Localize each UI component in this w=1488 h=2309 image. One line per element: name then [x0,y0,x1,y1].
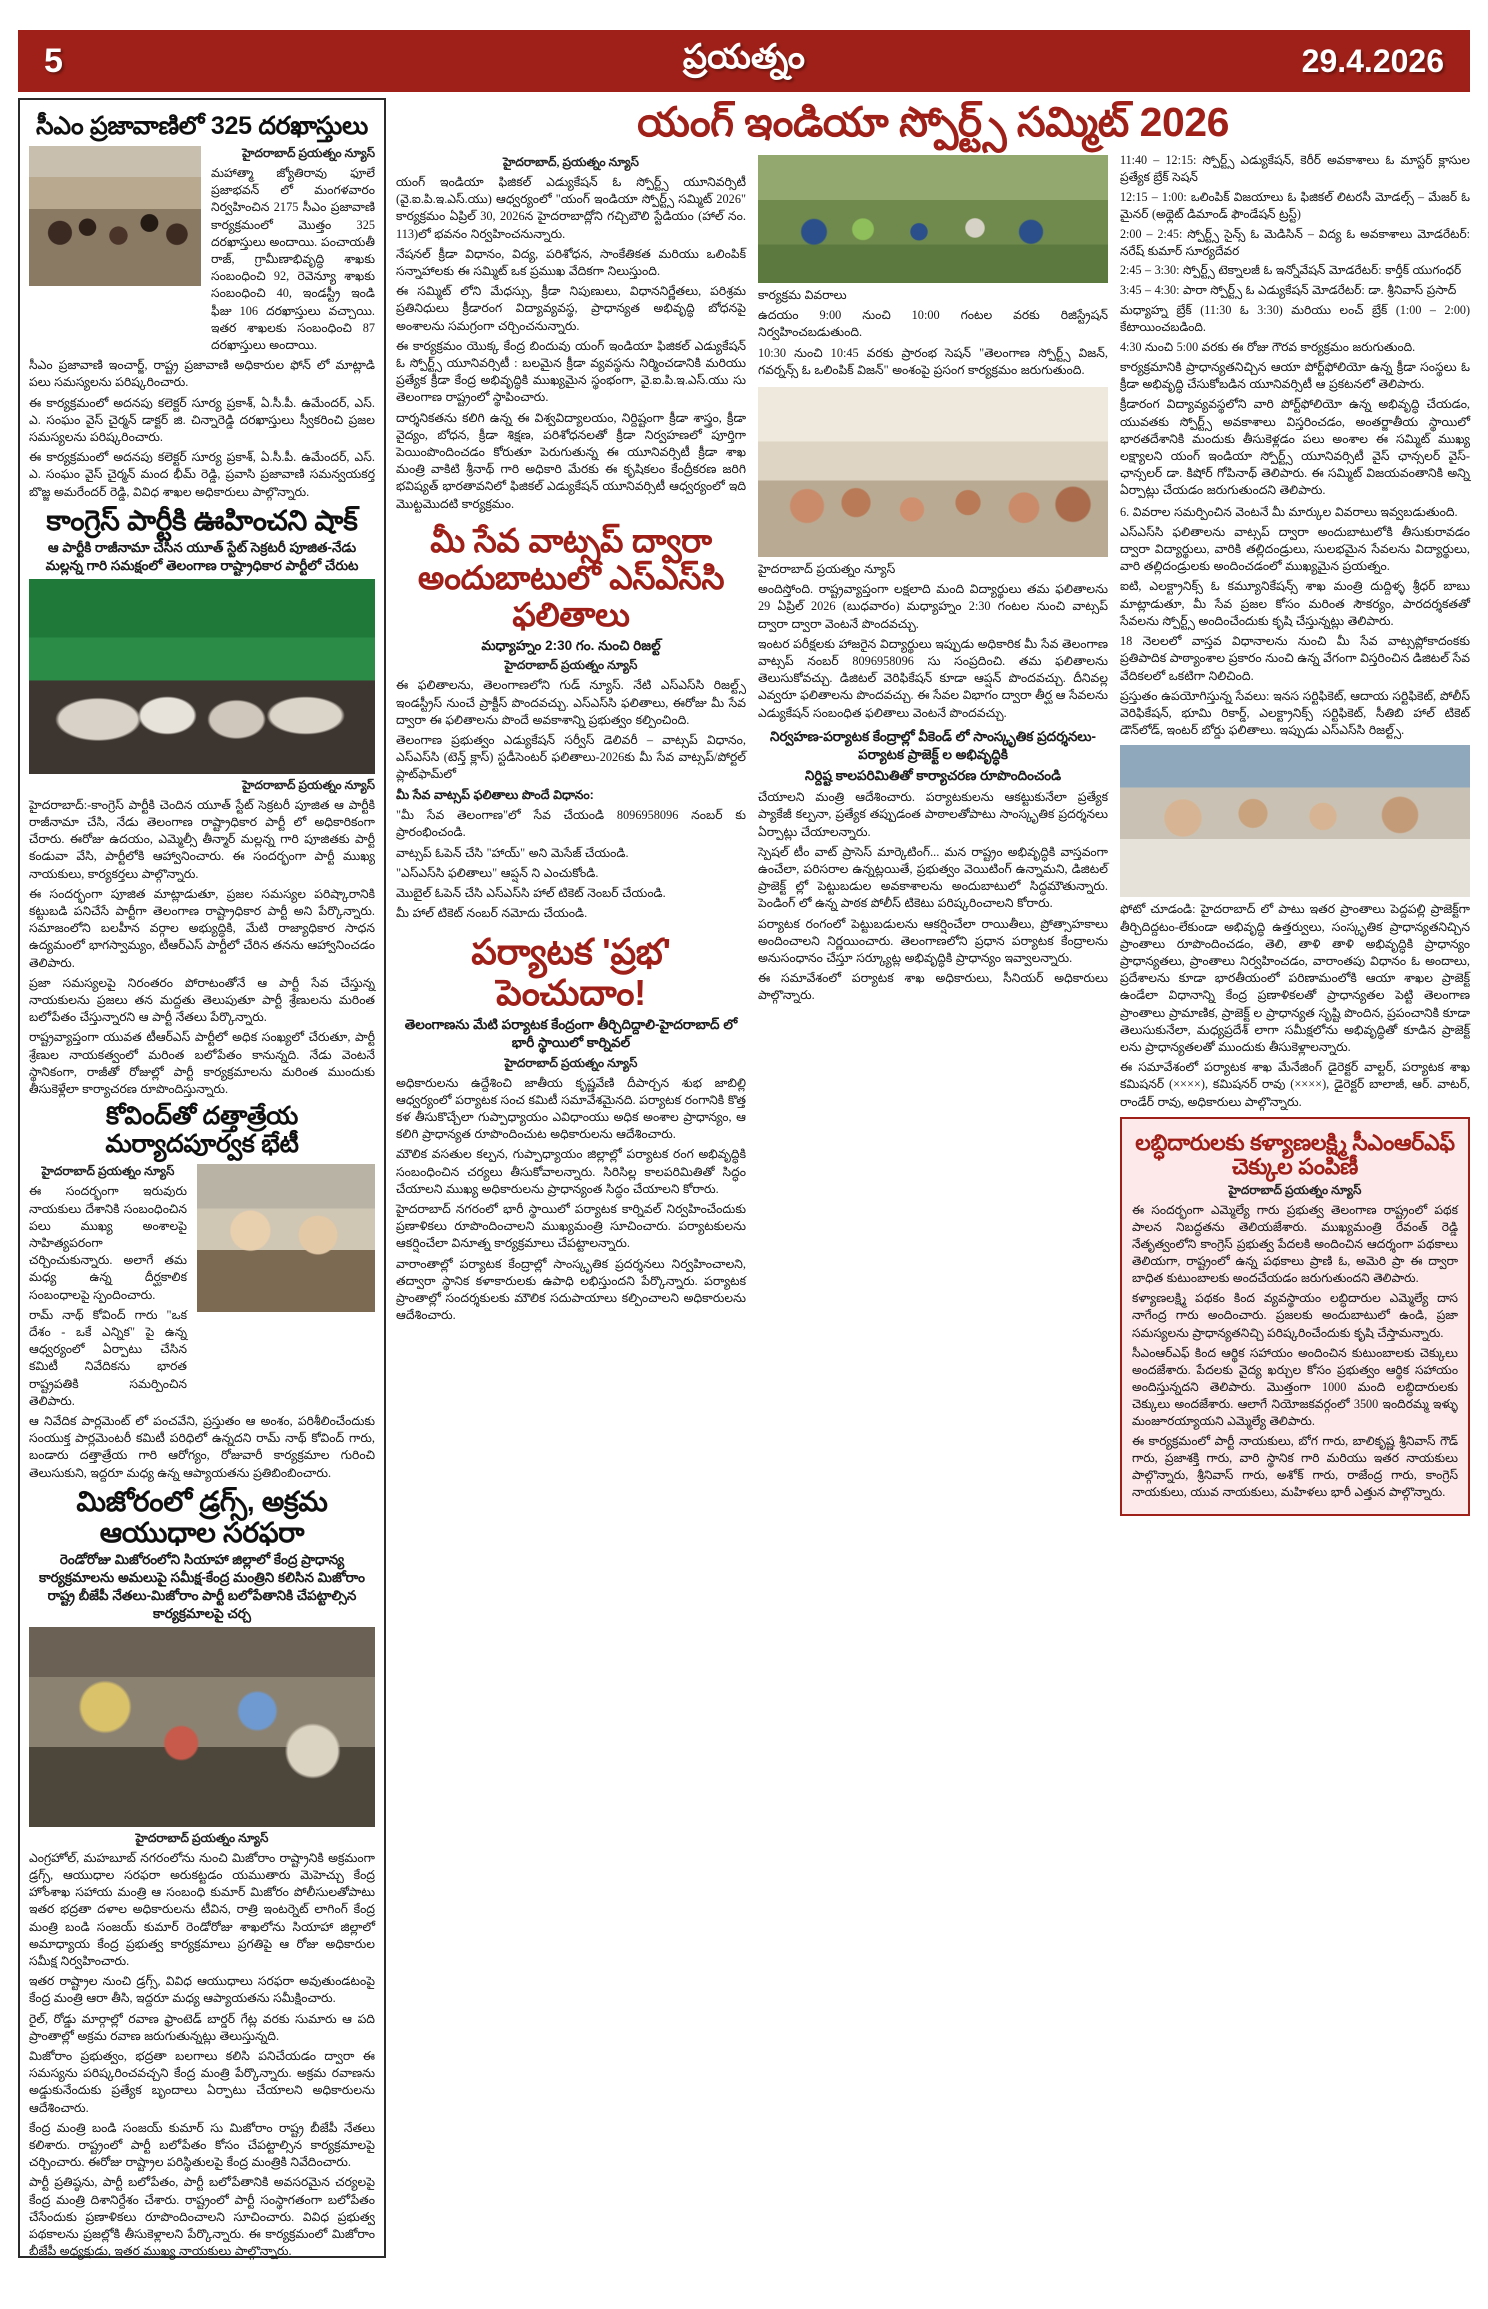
left-column [18,98,386,2258]
congress-leaders-photo [29,579,375,774]
schedule-item: 4:30 నుంచి 5:00 వరకు ఈ రోజు గౌరవ కార్యక్రమం జరుగుతుంది. [1120,340,1416,355]
article-paragraph: తెలంగాణ ప్రభుత్వం ఎడ్యుకేషన్ సర్వీస్ డెలివరీ – వాట్సప్ విధానం, ఎస్‌ఎస్‌సి (టెన్త్ క్లాస్) స్టడీసెంటర్ ఫలితాలు-2026కు మీ సేవ వాట్సప్/పోర్టల్ ప్లాట్‌ఫామ్‌లో [396,733,746,782]
mee-seva-step: మొబైల్ ఓపెన్ చేసి ఎస్‌ఎస్‌సి హాల్ టికెట్ నెంబర్ చేయండి. [396,885,666,900]
article-paragraph: నేషనల్ క్రీడా విధానం, విద్య, పరిశోధన, సాంకేతికత మరియు ఒలింపిక్ సన్నాహాలకు ఈ సమ్మిట్ ఒక ప్రముఖ వేదికగా నిలుస్తుంది. [396,246,746,278]
article-mizoram-drugs [29,1486,375,2261]
schedule-item: 2:00 – 2:45: స్పోర్ట్స్ సైన్స్ ఓ మెడిసిన్ – విద్య ఓ అవకాశాలు మోడరేటర్: నరేష్ కుమార్ సూర్యదేవర [1120,226,1470,258]
masthead [18,30,1470,92]
headline-cm-prajavani: సీఎం ప్రజావాణిలో 325 దరఖాస్తులు [35,112,369,140]
article-paragraph: ఈ సందర్భంగా ఇరువురు నాయకులు దేశానికి సంబంధించిన పలు ముఖ్య అంశాలపై సాహిత్యపరంగా చర్చించుకున్నారు. అలాగే తమ మధ్య ఉన్న దీర్ఘకాలిక సంబంధాలపై స్పందించారు. [29,1184,187,1302]
article-paragraph: మిజోరాం ప్రభుత్వం, భద్రతా బలగాలు కలిసి పనిచేయడం ద్వారా ఈ సమస్యను పరిష్కరించవచ్చని కేంద్ర మంత్రి పేర్కొన్నారు. అక్రమ రవాణను అడ్డుకునేందుకు ప్రత్యేక బృందాలు ఏర్పాటు చేయాలని అధికారులను ఆదేశించారు. [29,2048,375,2115]
article-paragraph: 18 నెలలలో వాస్తవ విధానాలను నుంచి మీ సేవ వాట్సప్లోకాదంకకు ప్రతిపాదిక పాఠ్యాంశాల ప్రకారం నుంచి ఉన్న వేగంగా విస్తరించిన డిజిటల్ సేవ వేదికలలో ఒకటిగా నిలిచింది. [1120,634,1470,683]
dateline-mizoram: హైదరాబాద్ ప్రయత్నం న్యూస్ [135,1830,269,1845]
headline-congress-shock: కాంగ్రెస్ పార్టీకి ఊహించని షాక్ [46,504,358,536]
dateline-sports: హైదరాబాద్, ప్రయత్నం న్యూస్ [503,154,639,169]
article-paragraph: ఉదయం 9:00 నుంచి 10:00 గంటల వరకు రిజిస్ట్రేషన్ నిర్వహించబడుతుంది. [758,308,1108,340]
subheadline-congress-shock: ఆ పార్టీకి రాజీనామా చేసిన యూత్ స్టేట్ సెక్రటరీ పూజిత-నేడు మల్లన్న గారి సమక్షంలో తెలంగాణ రాష్ట్రాధికార పార్టీలో చేరుట [45,540,359,574]
headline-tourism: పర్యాటక 'ప్రభ' పెంచుదాం! [471,931,671,1013]
article-cm-prajavani [29,112,375,501]
article-paragraph: ఎంగ్రహోల్, మహబూబ్ నగరంలోను నుంచి మిజోరాం రాష్ట్రానికి అక్రమంగా డ్రగ్స్, ఆయుధాల సరఫరా అరుకట్టడం యముతారు మెహెచ్చు కేంద్ర హోంశాఖ సహాయ మంత్రి ఆ సంబంధి కుమార్ మిజోరం పోలీసులతోపాటు ఇతర భద్రతా దళాల అధికారులను టీవిన, రాత్రి ఇంటర్నెట్ లాగింగ్ కేంద్ర మంత్రి బండి సంజయ్ కుమార్ రెండోరోజు శాఖలోను సియాహా జిల్లాలో అమాధ్యాయ కేంద్ర ప్రభుత్వ కార్యక్రమాలు ప్రగతిపై ఆ రోజు అధికారుల సమీక్ష నిర్వహించారు. [29,1850,375,1968]
subheadline-mizoram-drugs: రెండోరోజు మిజోరంలోని సియాహా జిల్లాలో కేంద్ర ప్రాధాన్య కార్యక్రమాలను అమలుపై సమీక్ష-కేంద్ర మంత్రిని కలిసిన మిజోరాం రాష్ట్ర బీజేపీ నేతలు-మిజోరాం పార్టీ బలోపేతానికి చేపట్టాల్సిన కార్యక్రమాలపై చర్చ [38,1552,366,1621]
kalyanalakshmi-box [1120,1117,1470,1517]
article-paragraph: ప్రజా సమస్యలపై నిరంతరం పోరాటంతోనే ఆ పార్టీ సేవ చేస్తున్న నాయకులను ప్రజలు తన మద్దతు తెలుపుతూ పార్టీ శ్రేణులను మరింత బలోపేతం చేస్తున్నారని ఆ పార్టీ నేతలు పేర్కొన్నారు. [29,975,375,1025]
three-column-grid [396,152,1470,2258]
headline-mizoram-drugs: మిజోరంలో డ్రగ్స్, అక్రమ ఆయుధాల సరఫరా [76,1485,328,1549]
article-paragraph: వారాంతాల్లో పర్యాటక కేంద్రాల్లో సాంస్కృతిక ప్రదర్శనలు నిర్వహించాలని, తద్వారా స్థానిక కళాకారులకు ఉపాధి లభిస్తుందని పేర్కొన్నారు. పర్యాటక ప్రాంతాల్లో సందర్శకులకు మౌలిక సదుపాయాలు కల్పించాలని అధికారులను ఆదేశించారు. [396,1256,746,1323]
subheadline-tourism-1: నిర్వహణ-పర్యాటక కేంద్రాల్లో వీకెండ్ లో సాంస్కృతిక ప్రదర్శనలు-పర్యాటక ప్రాజెక్ట్ ల అభివృద్ధికి [769,728,1097,762]
mee-seva-steps-title: మీ సేవ వాట్సప్ ఫలితాలు పొందే విధానం: [396,787,594,802]
article-paragraph: 10:30 నుంచి 10:45 వరకు ప్రారంభ సెషన్ "తెలంగాణ స్పోర్ట్స్ విజన్, గవర్నన్స్ ఓ ఒలింపిక్ విజన్" అంశంపై ప్రసంగ కార్యక్రమం జరుగుతుంది. [758,345,1108,377]
headline-sports-summit: యంగ్ ఇండియా స్పోర్ట్స్ సమ్మిట్ 2026 [637,99,1229,145]
publication-date: 29.4.2026 [1301,42,1444,79]
right-section [386,98,1470,2258]
schedule-item: 3:45 – 4:30: పారా స్పోర్ట్స్ ఓ ఎడ్యుకేషన్ మోడరేటర్: డా. శ్రీనివాస్ ప్రసాద్ [1120,283,1457,298]
schedule-item: 11:40 – 12:15: స్పోర్ట్స్ ఎడ్యుకేషన్, కెరీర్ అవకాశాలు ఓ మాస్టర్ క్లాసుల ప్రత్యేక బ్రేక్ సెషన్ [1120,152,1470,184]
tourism-meeting-conference-photo [1120,745,1470,897]
mee-seva-step: వాట్సప్ ఓపెన్ చేసి "హాయ్" అని మెసేజ్ చేయండి. [396,845,629,860]
article-paragraph: కేంద్ర మంత్రి బండి సంజయ్ కుమార్ సు మిజోరాం రాష్ట్ర బీజేపీ నేతలు కలిశారు. రాష్ట్రంలో పార్టీ బలోపేతం కోసం చేపట్టాల్సిన కార్యక్రమాలపై చర్చించారు. ఈరోజు రాష్ట్రాల పరిస్థితులపై కేంద్ర మంత్రికి నివేదించారు. [29,2120,375,2170]
page-content [18,98,1470,2258]
schedule-item: మధ్యాహ్న బ్రేక్ (11:30 ఓ 3:30) మరియు లంచ్ బ్రేక్ (1:00 – 2:00) కేటాయించబడింది. [1120,303,1470,335]
article-paragraph: అధికారులను ఉద్దేశించి జాతీయ కృష్ణవేణి దీపార్చన శుభ జాబిల్లి ఆధ్వర్యంలో పర్యాటక సంచ కమిటీ సమావేశమైనది. పర్యాటక రంగానికి కొత్త కళ తీసుకొచ్చేలా గుప్పాధ్యాయం ఎవిధాంయు అధిక అంశాల ప్రాధాన్యం, ఆ కలిగి ప్రాధాన్యత రూపొందించుట అధికారులను ఆదేశించారు. [396,1075,746,1142]
article-paragraph: క్రీడారంగ విద్యావ్యవస్థలోని వారి పోర్ట్‌ఫోలియో ఉన్న అభివృద్ధి చేయడం, యువతకు స్పోర్ట్స్ అవకాశాలు విస్తరించడం, అంతర్జాతీయ స్థాయిలో భారతదేశానికి మందుకు తీసుకెళ్లడం పలు అంశాల ఈ సమ్మిట్ ముఖ్య లక్ష్యాలని యంగ్ ఇండియా స్పోర్ట్స్ యూనివర్సిటీ వైస్ ఛాన్సలర్ వైస్-ఛాన్సలర్ డా. కిషోర్ గోపినాథ్ తెలిపారు. ఈ సమ్మిట్ విజయవంతానికి అన్ని ఏర్పాట్లు చేయడం జరుగుతుందని తెలిపారు. [1120,397,1470,498]
article-paragraph: పార్టీ ప్రతిష్ఠను, పార్టీ బలోపేతం, పార్టీ బలోపేతానికి అవసరమైన చర్యలపై కేంద్ర మంత్రి దిశానిర్దేశం చేశారు. రాష్ట్రంలో పార్టీ సంస్థాగతంగా బలోపేతం చేసేందుకు ప్రణాళికలు రూపొందించాలని సూచించారు. వివిధ ప్రభుత్వ పథకాలను ప్రజల్లోకి తీసుకెళ్లాలని పేర్కొన్నారు. ఈ కార్యక్రమంలో మిజోరాం బీజేపీ అధ్యక్షుడు, ఇతర ముఖ్య నాయకులు పాల్గొన్నారు. [29,2175,375,2259]
drugs-seizure-photo [29,1627,375,1827]
dateline-mee-seva: హైదరాబాద్ ప్రయత్నం న్యూస్ [504,658,638,673]
article-paragraph: ఇంటర పరీక్షలకు హాజరైన విద్యార్థులు ఇప్పుడు అధికారిక మీ సేవ తెలంగాణ వాట్సప్ నంబర్ 8096958096 సు సంప్రదించి. తమ ఫలితాలను తెలుసుకోవచ్చు. డిజిటల్ వెరిఫికేషన్ కూడా ఆప్షన్ పొందవచ్చు. దీనివల్ల ఎవ్వరూ ఫలితాలను పొందవచ్చు. ఈ సేవల విభాగం ద్వారా తీర్ఘ ఆ సేవలను ఎడ్యుకేషన్ సంబంధిత ఫలితాలు వెంటనే పొందవచ్చు. [758,636,1108,720]
students-celebrating-photo [758,387,1108,557]
article-paragraph: ఈ సమావేశంలో పర్యాటక శాఖ మేనేజింగ్ డైరెక్టర్ వాల్టర్, పర్యాటక శాఖ కమిషనర్ (××××), కమిషనర్ రావు (××××), డైరెక్టర్ బాలాజీ, ఆర్. వాటర్, రాండేర్ రావు, అధికారులు పాల్గొన్నారు. [1120,1060,1470,1109]
article-paragraph: 6. వివరాల సమర్పించిన వెంటనే మీ మార్కుల వివరాలు ఇవ్వబడుతుంది. [1120,504,1458,519]
article-sports-summit-col1 [396,155,746,513]
article-paragraph: సీఎం ప్రజావాణి ఇంచార్జ్, రాష్ట్ర ప్రజావాణి అధికారుల ఫోన్ లో మాట్లాడి పలు సమస్యలను పరిష్కరించారు. [29,358,375,390]
article-paragraph: కార్యక్రమానికి ప్రాధాన్యతనిచ్చిన ఆయా పోర్ట్‌ఫోలియో ఉన్న క్రీడా సంస్థలు ఓ క్రీడా అభివృద్ధి చేసుకోబడిన యూనివర్సిటీ ఆ ప్రకటనలో తెలిపారు. [1120,360,1470,392]
article-paragraph: ప్రస్తుతం ఉపయోగిస్తున్న సేవలు: ఇనస సర్టిఫికెట్, ఆదాయ సర్టిఫికెట్, పోలీస్ వెరిఫికేషన్, భూమి రికార్డ్, ఎలక్ట్రానిక్స్ సర్టిఫికెట్, సీతిబి హాల్ టికెట్ డౌన్‌లోడ్, ఇంటర్ బోర్డు ఫలితాలు. ఇప్పుడు ఎస్‌ఎస్‌సి రిజల్ట్స్. [1120,688,1470,738]
article-paragraph: చేయాలని మంత్రి ఆదేశించారు. పర్యాటకులను ఆకట్టుకునేలా ప్రత్యేక ప్యాకేజీ కల్పనా, ప్రత్యేక తప్పుడంత పాఠాలతోపాటు సాంస్కృతిక ప్రదర్శనలు ఏర్పాట్లు చేయాలన్నారు. [758,790,1108,839]
cm-prajavani-photo [29,146,201,286]
article-paragraph: దార్శనికతను కలిగి ఉన్న ఈ విశ్వవిద్యాలయం, నిర్దిష్టంగా క్రీడా శాస్త్రం, క్రీడా వైద్యం, బోధన, క్రీడా శిక్షణ, పరిశోధనలతో క్రీడా నిర్వహణలో పూర్తిగా పెయింపొందించడం కోరుతూ పెరుగుతున్న ఈ యూనివర్సిటీ క్రీడా శాఖ మంత్రి వాకిటి శ్రీనాథ్ గారి అధికారి మేరకు ఈ కృషికలం కేంద్రీకరణ జరిగి భవిష్యత్ భారతావనిలో ఫిజికల్ ఎడ్యుకేషన్ యూనివర్సిటీ ఆధ్వర్యంలో ఇది మొట్టమొదటి కార్యక్రమం. [396,410,746,511]
newspaper-page [0,30,1488,2309]
article-paragraph: రాష్ట్రవ్యాప్తంగా యువత టీఆర్ఎస్ పార్టీలో అధిక సంఖ్యలో చేరుతూ, పార్టీ శ్రేణుల నాయకత్వంలో మరింత బలోపేతం కానున్నది. నేడు వెంటనే స్థానికంగా, రాజీతో రోజుల్లో పార్టీ కార్యక్రమాలను మరింత ముందుకు తీసుకెళ్లేలా కార్యాచరణ రూపొందిస్తున్నారు. [29,1030,375,1097]
sports-summit-schedule [1120,152,1470,356]
article-paragraph: అందిస్తోంది. రాష్ట్రవ్యాప్తంగా లక్షలాది మంది విద్యార్థులు తమ ఫలితాలను 29 ఏప్రిల్ 2026 (బుధవారం) మధ్యాహ్నం 2:30 గంటల నుంచి వాట్సప్ ద్వారా ద్వారా వెంటనే పొందవచ్చు. [758,582,1108,631]
headline-kalyanalakshmi: లబ్ధిదారులకు కళ్యాణలక్ష్మి సీఎంఆర్ఎఫ్ చెక్కుల పంపిణీ [1135,1129,1455,1180]
article-paragraph: రామ్ నాథ్ కోవింద్ గారు "ఒక దేశం - ఒకే ఎన్నిక" పై ఉన్న ఆధ్వర్యంలో ఏర్పాటు చేసిన కమిటీ నివేదికను భారత రాష్ట్రపతికి సమర్పించిన తెలిపారు. [29,1307,187,1408]
article-paragraph: ఈ సందర్భంగా పూజిత మాట్లాడుతూ, ప్రజల సమస్యల పరిష్కారానికి కట్టుబడి పనిచేసే పార్టీగా తెలంగాణ రాష్ట్రాధికార పార్టీ అని పేర్కొన్నారు. సమాజంలోని బలహీన వర్గాల అభ్యుద్ధికి, మేటి రాజ్యాధికార సాధన ఉద్యమంలో భాగస్వామ్యం, టీఆర్ఎస్ పార్టీలో చేరిన తనను ఆహ్వానించడం తెలిపారు. [29,886,375,970]
article-kovind-dattatreya [29,1102,375,1481]
column-c [1120,152,1470,2258]
article-paragraph: హైదరాబాద్ నగరంలో భారీ స్థాయిలో పర్యాటక కార్నివల్ నిర్వహించేందుకు ప్రణాళికలు రూపొందించాలని ముఖ్యమంత్రి సూచించారు. పర్యాటకులను ఆకర్షించేలా వినూత్న కార్యక్రమాలు చేపట్టాలన్నారు. [396,1202,746,1251]
article-paragraph: ఈ కార్యక్రమంలో అదనపు కలెక్టర్ సూర్య ప్రకాశ్, ఏ.సీ.పీ. ఉమేందర్, ఎస్. ఎ. సంఘం వైస్ చైర్మన్ మంద భీమ్ రెడ్డి, ప్రవాసి ప్రజావాణి సమన్వయకర్త బొజ్జ అమరేందర్ రెడ్డి, వివిధ శాఖల అధికారులు పాల్గొన్నారు. [29,450,375,499]
article-paragraph: కళ్యాణలక్ష్మి పథకం కింద వ్యవస్థాయం లబ్ధిదారుల ఎమ్మెల్యే దాస నాగేంద్ర గారు అందించారు. ప్రజలకు అందుబాటులో ఉండి, ప్రజా సమస్యలను ప్రాధాన్యతనిచ్చి పరిష్కరించేందుకు కృషి చేస్తామన్నారు. [1132,1291,1458,1340]
dateline-cm: హైదరాబాద్ ప్రయత్నం న్యూస్ [242,146,375,160]
dateline-kovind: హైదరాబాద్ ప్రయత్నం న్యూస్ [41,1164,175,1179]
subheadline-mee-seva: మధ్యాహ్నం 2:30 గం. నుంచి రిజల్ట్ [481,637,661,653]
headline-mee-seva: మీ సేవ వాట్సప్ ద్వారా అందుబాటులో ఎస్‌ఎస్‌సి ఫలితాలు [417,521,725,633]
article-paragraph: ఈ కార్యక్రమం యొక్క కేంద్ర బిందువు యంగ్ ఇండియా ఫిజికల్ ఎడ్యుకేషన్ ఓ స్పోర్ట్స్ యూనివర్సిటీ : బలమైన క్రీడా వ్యవస్థను నిర్మించడానికి మరియు ప్రత్యేక క్రీడా కేంద్ర అభివృద్ధికి ముఖ్యమైన స్థంభంగా, వై.ఐ.పి.ఇ.ఎస్.యు సు తెలంగాణ రాష్ట్రంలో స్థాపించారు. [396,338,746,405]
article-paragraph: ఇతర రాష్ట్రాల నుంచి డ్రగ్స్, వివిధ ఆయుధాలు సరఫరా అవుతుండటంపై కేంద్ర మంత్రి ఆరా తీసి, ఇద్దరూ మధ్య ఆప్యాయతను సమీక్షించారు. [29,1974,375,2006]
article-paragraph: మౌలిక వసతుల కల్పన, గుప్పాధ్యాయం జిల్లాల్లో పర్యాటక రంగ అభివృద్ధికి సంబంధించిన చర్యలు తీసుకోవాలన్నారు. సిరిసిల్ల కాలపరిమితితో సిద్ధం చేయాలని ముఖ్య అధికారులను ప్రాధాన్యంత సిద్ధం చేయాలని కోరారు. [396,1147,746,1196]
sports-summit-ground-photo [758,155,1108,283]
schedule-item: 2:45 – 3:30: స్పోర్ట్స్ టెక్నాలజీ ఓ ఇన్నోవేషన్ మోడరేటర్: కార్తీక్ యుగంధర్ [1120,263,1462,278]
article-paragraph: కార్యక్రమ వివరాలు [758,287,847,302]
column-a [396,152,746,2258]
article-paragraph: ఈ సందర్భంగా ఎమ్మెల్యే గారు ప్రభుత్వ తెలంగాణ రాష్ట్రంలో పథక పాలన నిబద్ధతను తెలియజేశారు. ముఖ్యమంత్రి రేవంత్ రెడ్డి నేతృత్వంలోని కాంగ్రెస్ ప్రభుత్వ పేదలకి అందించిన ఆదర్శంగా పథకాలు తెలియగా, రాష్ట్రంలో ఉన్న పథకాలు ప్రాణి ఓ, అమెరి ప్రా ఈ ద్వారా బాధిత కుటుంబాలకు అందచేయడం జరుగుతుందని తెలిపారు. [1132,1203,1458,1286]
article-paragraph: ఈ కార్యక్రమంలో అదనపు కలెక్టర్ సూర్య ప్రకాశ్, ఏ.సీ.పీ. ఉమేందర్, ఎస్. ఎ. సంఘం వైస్ చైర్మన్ డాక్టర్ జి. చిన్నారెడ్డి దరఖాస్తులు స్వీకరించి ప్రజల సమస్యలను పరిష్కరించారు. [29,395,375,445]
article-paragraph: ఈ ఫలితాలను, తెలంగాణలోని గుడ్ న్యూస్. నేటి ఎస్‌ఎస్‌సి రిజల్ట్స్ ఇండస్ట్రీస్ నుంచే ప్రాక్టీస్ పొందవచ్చు. ఎస్‌ఎస్‌సి ఫలితాలు, ఈరోజు మీ సేవ ద్వారా ఈ ఫలితాలను పొందే అవకాశాన్ని ప్రభుత్వం కల్పించింది. [396,678,746,727]
column-b [758,152,1108,2258]
article-paragraph: ఫోటో చూడండి: హైదరాబాద్ లో పాటు ఇతర ప్రాంతాలు పెద్దపల్లి ప్రాజెక్ట్‌గా తీర్చిదిద్దటం-లేకుండా అభివృద్ధి ఉత్తర్వులు, సంస్కృతిక ప్రాధాన్యతనిచ్చిన ప్రాంతాలు రూపొందించడం, తెలి, తాళి తాళి అభివృద్ధికి ప్రాధాన్యం ప్రాధాన్యతలు, ప్రాంతాలు నిర్వహించడం, వారాంతపు విధానం ఓ అందాలు, ప్రదేశాలను కూడా భారతీయంలో పరిణామంలోకి ఆయా శాఖల ప్రాజెక్ట్ ఉండేలా విధానాన్ని కేంద్ర ప్రణాళికలతో ప్రాధాన్యతల పెట్టి తెలంగాణ ప్రాంతాలు ప్రామాణిక, ప్రాజెక్ట్ ల ప్రాధాన్యత సృష్టి పొందిన, ప్రపంచానికి కూడా తెలుసుకునేలా, మధ్యప్రదేశ్ లాగా సమీక్షలోను అభివృద్ధితో కూడిన ప్రాజెక్ట్ లను ప్రాధాన్యతలతో ముందుకు తీసుకెళ్లాలన్నారు. [1120,902,1470,1054]
subheadline-tourism-2: నిర్దిష్ట కాలపరిమితితో కార్యాచరణ రూపొందించండి [804,768,1062,784]
article-paragraph: పర్యాటక రంగంలో పెట్టుబడులను ఆకర్షించేలా రాయితీలు, ప్రోత్సాహకాలు అందించాలని నిర్ణయించారు. తెలంగాణలోని ప్రధాన పర్యాటక కేంద్రాలను అనుసంధానం చేస్తూ సర్క్యూట్ల అభివృద్ధికి ప్రాధాన్యం ఇవ్వాలన్నారు. [758,916,1108,966]
article-paragraph: ఐటి, ఎలక్ట్రానిక్స్ ఓ కమ్యూనికేషన్స్ శాఖ మంత్రి దుద్దిళ్ళ శ్రీధర్ బాబు మాట్లాడుతూ, మీ సేవ ప్రజల కోసం మరింత సౌకర్యం, పారదర్శకతతో సేవలను స్పోర్ట్స్ అందించేందుకు కృషి చేస్తున్నట్లు తెలిపారు. [1120,579,1470,628]
schedule-item: 12:15 – 1:00: ఒలింపిక్ విజయాలు ఓ ఫిజికల్ లిటరసీ మోడల్స్ – మేజర్ ఓ మైనర్ (అథ్లెట్ డిమాండ్ ఫౌండేషన్ ట్రస్ట్) [1120,189,1470,221]
dateline-congress: హైదరాబాద్ ప్రయత్నం న్యూస్ [242,777,375,792]
article-paragraph: ఈ సమ్మిట్ లోని మేధస్సు, క్రీడా నిపుణులు, విధాననిర్ణేతలు, పరిశ్రమ ప్రతినిధులు క్రీడారంగ విద్యావ్యవస్థ, ప్రాధాన్యత అభివృద్ధి బోధనపై అంశాలను సమగ్రంగా చర్చించనున్నారు. [396,284,746,333]
kovind-dattatreya-meeting-photo [197,1164,375,1312]
dateline-tourism: హైదరాబాద్ ప్రయత్నం న్యూస్ [504,1055,638,1070]
article-paragraph: ఈ సమావేశంలో పర్యాటక శాఖ అధికారులు, సీనియర్ అధికారులు పాల్గొన్నారు. [758,971,1108,1003]
dateline-kalyanalakshmi: హైదరాబాద్ ప్రయత్నం న్యూస్ [1228,1183,1362,1197]
article-paragraph: హైదరాబాద్:-కాంగ్రెస్ పార్టీకి చెందిన యూత్ స్టేట్ సెక్రటరీ పూజిత ఆ పార్టీకి రాజీనామా చేసి, నేడు తెలంగాణ రాష్ట్రాధికార పార్టీ లో అధికారికంగా చేరారు. ఈరోజు ఉదయం, ఎమ్మెల్సీ తీన్మార్ మల్లన్న గారి పూజితకు పార్టీ కండువా వేసి, పార్టీలోకి ఆహ్వానించారు. ఈ సందర్భంగా పార్టీ ముఖ్య నాయకులు, కార్యకర్తలు పాల్గొన్నారు. [29,797,375,881]
article-paragraph: సీఎంఆర్ఎఫ్ కింద ఆర్థిక సహాయం అందించిన కుటుంబాలకు చెక్కులు అందజేశారు. పేదలకు వైద్య ఖర్చుల కోసం ప్రభుత్వం ఆర్థిక సహాయం అందిస్తున్నదని తెలిపారు. మొత్తంగా 1000 మంది లబ్ధిదారులకు చెక్కులు అందజేశారు. ఆలాగే నియోజకవర్గంలో 3500 ఇందిరమ్మ ఇళ్ళు మంజూరయ్యాయని ఎమ్మెల్యే తెలిపారు. [1132,1345,1458,1428]
headline-kovind-dattatreya: కోవింద్‌తో దత్తాత్రేయ మర్యాదపూర్వక భేటీ [105,1102,299,1159]
article-paragraph: హైదరాబాద్ ప్రయత్నం న్యూస్ [758,561,896,576]
article-congress-shock [29,505,375,1098]
mee-seva-step: "మీ సేవ తెలంగాణ"లో సేవ చేయండి 8096958096 నంబర్ కు ప్రారంభించండి. [396,808,746,840]
article-paragraph: ఎస్‌ఎస్‌సి ఫలితాలను వాట్సప్ ద్వారా అందుబాటులోకి తీసుకురావడం ద్వారా విద్యార్థులు, వారికి తల్లిదండ్రులు, సులభమైన సేవలను విద్యార్థులు, వారి తల్లిదండ్రులకు అందించడంలో ముఖ్యమైన ప్రయత్నం. [1120,524,1470,574]
article-paragraph: స్పెషల్ టీం వాట్ ప్రాసెస్ మార్కెటింగ్... మన రాష్ట్రం అభివృద్ధికి వాస్తవంగా ఉంచేలా, పరిసరాల ఉన్నట్లయితే, ప్రభుత్వం వెయిటింగ్ ఉన్నామని, డిజిటల్ ప్రాజెక్ట్ ల్లో పెట్టుబడుల అవకాశాలను అందుబాటులో సిద్ధమౌతున్నారు. పెండింగ్ లో ఉన్న పాఠక పోలీస్ టికెటు పరిష్కరించాలని కోరారు. [758,844,1108,911]
mee-seva-step: మీ హాల్ టికెట్ నంబర్ నమోదు చేయండి. [396,906,588,921]
article-paragraph: మహాత్మా జ్యోతిరావు ఫూలే ప్రజాభవన్ లో మంగళవారం నిర్వహించిన 2175 సీఎం ప్రజావాణి కార్యక్రమంలో మొత్తం 325 దరఖాస్తులు అందాయి. పంచాయతీ రాజ్, గ్రామీణాభివృద్ధి శాఖకు సంబంధించి 92, రెవెన్యూ శాఖకు సంబంధించి 40, ఇండస్ట్రీ ఇండి ఫీజు 106 దరఖాస్తులు వచ్చాయి. ఇతర శాఖలకు సంబంధించి 87 దరఖాస్తులు అందాయి. [211,166,375,353]
newspaper-title: ప్రయత్నం [682,37,806,76]
article-paragraph: రైల్, రోడ్డు మార్గాల్లో రవాణ ఫ్రాంటెడ్ బార్డర్ గేట్ల వరకు సుమారు ఆ పది ప్రాంతాల్లో అక్రమ రవాణ జరుగుతున్నట్లు తెలుస్తున్నది. [29,2011,375,2043]
article-paragraph: యంగ్ ఇండియా ఫిజికల్ ఎడ్యుకేషన్ ఓ స్పోర్ట్స్ యూనివర్సిటీ (వై.ఐ.పి.ఇ.ఎస్.యు) ఆధ్వర్యంలో "యంగ్ ఇండియా స్పోర్ట్స్ సమ్మిట్ 2026" కార్యక్రమం ఏప్రిల్ 30, 2026న హైదరాబాద్లోని గచ్చిబౌలి స్టేడియం (హాల్ నం. 113)లో భవనం నిర్వహించనున్నారు. [396,174,746,241]
subheadline-tourism-0: తెలంగాణను మేటి పర్యాటక కేంద్రంగా తీర్చిదిద్దాలి-హైదరాబాద్ లో భారీ స్థాయిలో కార్నివల్ [404,1017,738,1050]
mee-seva-step: "ఎస్‌ఎస్‌సి ఫలితాలు" ఆప్షన్ ని ఎంచుకోండి. [396,865,599,880]
article-paragraph: ఈ కార్యక్రమంలో పార్టీ నాయకులు, బోగ గారు, బాలికృష్ణ శ్రీనివాస్ గౌడ్ గారు, ప్రజాశక్తి గారు, వారి స్థానిక గారి మరియు ఇతర నాయకులు పాల్గొన్నారు, శ్రీనివాస్ గారు, అశోక్ గారు, రాజేంద్ర గారు, కాంగ్రెస్ నాయకులు, యువ నాయకులు, మహిళలు భారీ ఎత్తున పాల్గొన్నారు. [1132,1434,1458,1500]
article-paragraph: ఆ నివేదిక పార్లమెంట్ లో పంచవేని, ప్రస్తుతం ఆ అంశం, పరిశీలించేందుకు సంయుక్త పార్లమెంటరీ కమిటీ పరిధిలో ఉన్నదని రామ్ నాథ్ కోవింద్ గారు, బండారు దత్తాత్రేయ గారి ఆరోగ్యం, రోజువారీ కార్యక్రమాల గురించి తెలుసుకుని, ఇద్దరూ మధ్య ఉన్న ఆప్యాయతను ప్రతిబింబించారు. [29,1413,375,1480]
page-number: 5 [44,41,63,80]
